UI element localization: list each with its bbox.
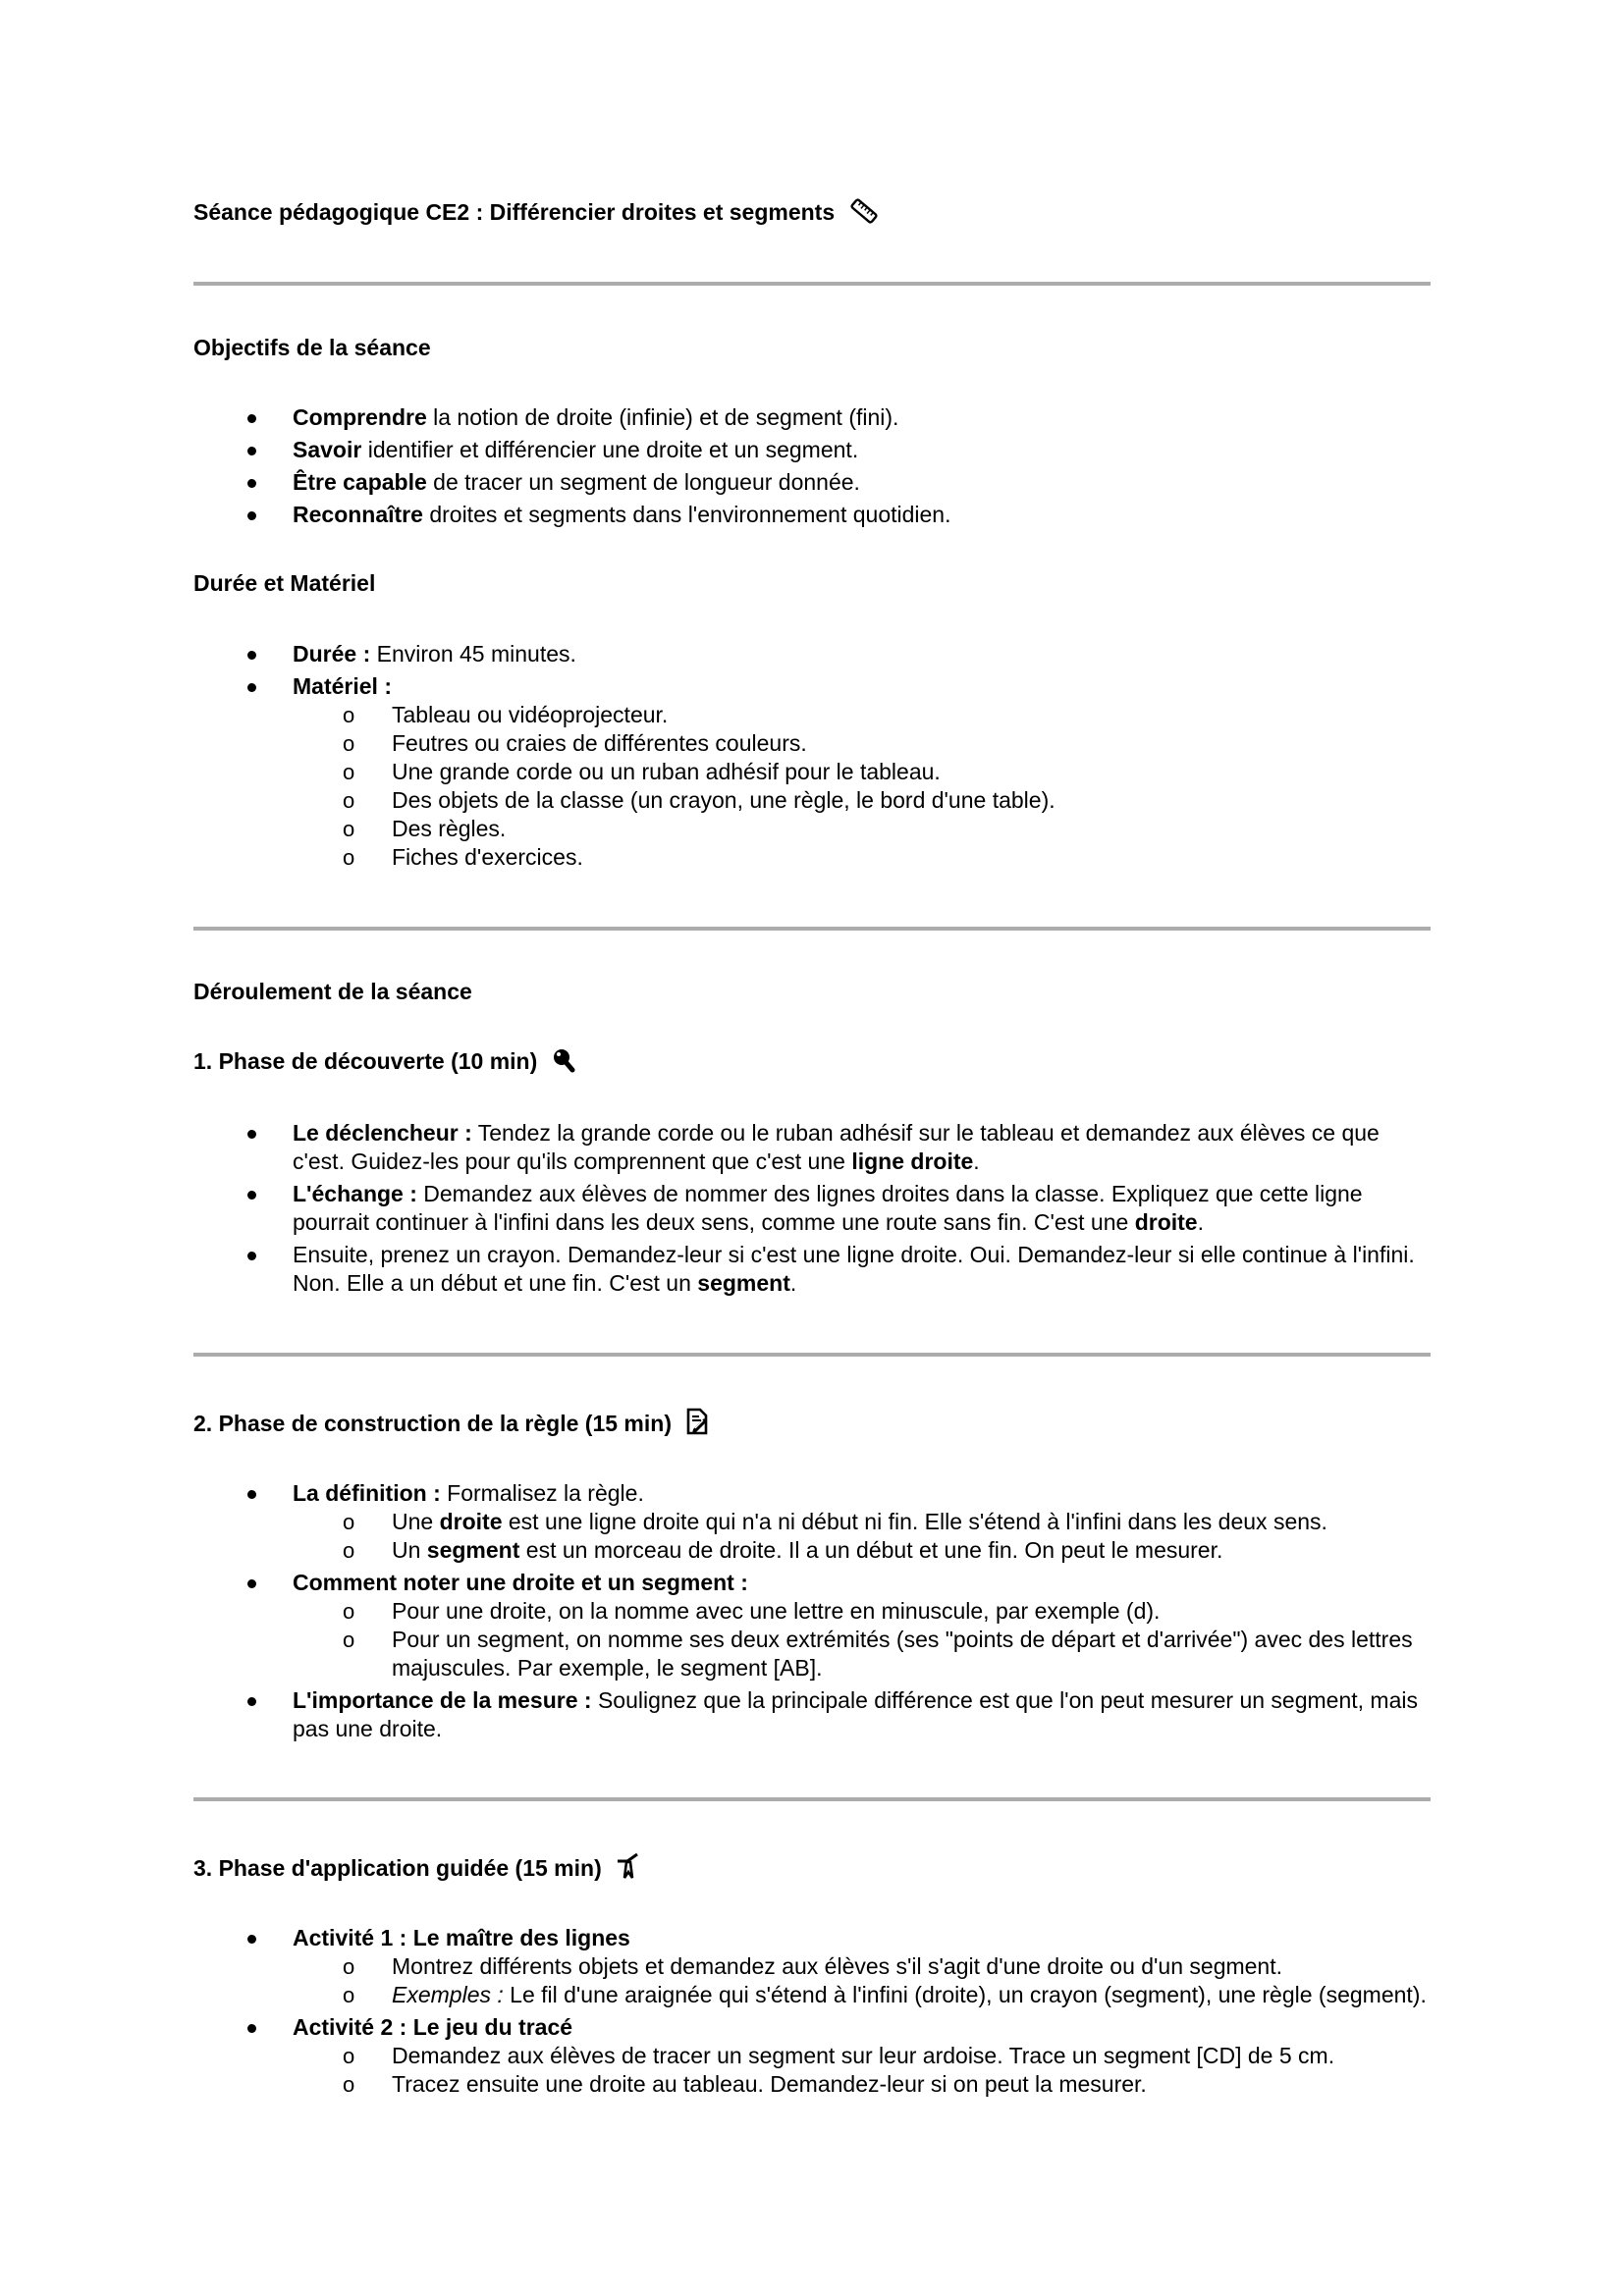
item-bold: Le déclencheur :: [293, 1120, 472, 1146]
sub-list-item: [193, 2042, 1433, 2070]
list-item: [193, 468, 1433, 497]
item-end: .: [1197, 1209, 1204, 1235]
sub-bullet-icon: o: [343, 788, 355, 813]
sub-list-item: [193, 843, 1433, 872]
item-text: Le fil d'une araignée qui s'étend à l'infini (droite), un crayon (segment), une règle (segment).: [503, 1982, 1427, 2007]
sub-list-item: [193, 758, 1433, 786]
item-text: Une: [392, 1509, 440, 1534]
bullet-icon: [247, 1935, 256, 1944]
sub-list-item: [193, 1536, 1433, 1565]
list-item: [193, 1119, 1433, 1176]
item-text: est une ligne droite qui n'a ni début ni fin. Elle s'étend à l'infini dans les deux sens.: [502, 1509, 1327, 1534]
item-text: Des règles.: [392, 816, 507, 841]
sub-list-item: [193, 701, 1433, 729]
sub-bullet-icon: o: [343, 703, 355, 727]
item-text: Demandez aux élèves de nommer des lignes droites dans la classe. Expliquez que cette ligne pourrait continuer à l'infini dans les deux sens, comme une route sans fin. C'est une: [293, 1181, 1363, 1235]
item-text: la notion de droite (infinie) et de segment (fini).: [426, 404, 899, 430]
sub-bullet-icon: o: [343, 817, 355, 841]
item-bold: Reconnaître: [293, 502, 423, 527]
phase3-heading-text: 3. Phase d'application guidée (15 min): [193, 1855, 602, 1881]
bullet-icon: [247, 1697, 256, 1706]
item-text: Ensuite, prenez un crayon. Demandez-leur si c'est une ligne droite. Oui. Demandez-leur si elle continue à l'infini. Non. Elle a un début et une fin. C'est un: [293, 1242, 1415, 1296]
page-title-text: Séance pédagogique CE2 : Différencier droites et segments: [193, 199, 836, 225]
item-bold: Être capable: [293, 469, 427, 495]
item-text: Fiches d'exercices.: [392, 844, 583, 870]
item-bold: Activité 2 : Le jeu du tracé: [293, 2014, 573, 2040]
bullet-icon: [247, 511, 256, 520]
list-item-activite2: [193, 2013, 1433, 2042]
sub-bullet-icon: o: [343, 845, 355, 870]
item-text: de tracer un segment de longueur donnée.: [426, 469, 860, 495]
item-text: droites et segments dans l'environnement quotidien.: [422, 502, 951, 527]
item-keyword: droite: [439, 1509, 503, 1534]
sub-list-item: [193, 815, 1433, 843]
item-keyword: ligne droite: [851, 1148, 974, 1174]
item-keyword: segment: [426, 1537, 520, 1563]
bullet-icon: [247, 1579, 256, 1588]
phase2-heading-text: 2. Phase de construction de la règle (15 min): [193, 1411, 672, 1436]
list-item-activite1: [193, 1924, 1433, 1952]
sub-list-item: [193, 1508, 1433, 1536]
list-item: [193, 436, 1433, 464]
item-text: Pour un segment, on nomme ses deux extrémités (ses "points de départ et d'arrivée") avec des lettres majuscules. Par exemple, le segment [AB].: [392, 1627, 1413, 1681]
item-bold: Comprendre: [293, 404, 427, 430]
sub-list-item: [193, 786, 1433, 815]
section-divider: [193, 927, 1431, 931]
phase2-heading: [193, 1408, 1433, 1441]
item-text: Soulignez que la principale différence est que l'on peut mesurer un segment, mais pas une droite.: [293, 1687, 1418, 1741]
sub-bullet-icon: o: [343, 1510, 355, 1534]
item-text: Demandez aux élèves de tracer un segment sur leur ardoise. Trace un segment [CD] de 5 cm.: [392, 2043, 1335, 2068]
item-bold: Durée :: [293, 641, 371, 667]
bullet-icon: [247, 447, 256, 455]
page-title: [193, 198, 1433, 230]
item-text: est un morceau de droite. Il a un début et une fin. On peut le mesurer.: [519, 1537, 1223, 1563]
item-text: Tableau ou vidéoprojecteur.: [392, 702, 669, 727]
item-bold: L'échange :: [293, 1181, 417, 1206]
sub-list-item: [193, 1626, 1433, 1682]
bullet-icon: [247, 1191, 256, 1200]
bullet-icon: [247, 1252, 256, 1260]
item-bold: La définition :: [293, 1480, 441, 1506]
list-item: [193, 1241, 1433, 1298]
objectifs-list: [193, 403, 1433, 533]
item-bold: Comment noter une droite et un segment :: [293, 1570, 748, 1595]
list-item: [193, 1180, 1433, 1237]
bullet-icon: [247, 1130, 256, 1139]
phase2-list: [193, 1479, 1433, 1747]
bullet-icon: [247, 2024, 256, 2033]
compass-icon: [616, 1852, 641, 1886]
item-bold: Savoir: [293, 437, 362, 462]
sub-list-item: [193, 1597, 1433, 1626]
item-text: Un: [392, 1537, 427, 1563]
item-text: Montrez différents objets et demandez aux élèves s'il s'agit d'une droite ou d'un segment.: [392, 1953, 1283, 1979]
sub-list-item: [193, 729, 1433, 758]
phase1-list: [193, 1119, 1433, 1302]
sub-bullet-icon: o: [343, 1538, 355, 1563]
sub-list-item: [193, 2070, 1433, 2099]
bullet-icon: [247, 651, 256, 660]
item-end: .: [789, 1270, 797, 1296]
item-text: Des objets de la classe (un crayon, une règle, le bord d'une table).: [392, 787, 1056, 813]
deroulement-heading: Déroulement de la séance: [193, 979, 472, 1004]
list-item-materiel: [193, 672, 1433, 701]
list-item-duree: [193, 640, 1433, 668]
list-item-mesure: [193, 1686, 1433, 1743]
section-divider: [193, 1797, 1431, 1801]
item-keyword: segment: [697, 1270, 790, 1296]
phase1-heading-text: 1. Phase de découverte (10 min): [193, 1048, 538, 1074]
bullet-icon: [247, 479, 256, 488]
sub-bullet-icon: o: [343, 1599, 355, 1624]
magnifier-icon: [552, 1047, 575, 1079]
item-text: Environ 45 minutes.: [370, 641, 576, 667]
phase3-heading: [193, 1852, 1433, 1886]
item-text: identifier et différencier une droite et un segment.: [361, 437, 859, 462]
item-text: Formalisez la règle.: [440, 1480, 644, 1506]
sub-bullet-icon: o: [343, 731, 355, 756]
memo-icon: [685, 1408, 709, 1441]
sub-bullet-icon: o: [343, 1628, 355, 1652]
sub-list-item: [193, 1952, 1433, 1981]
item-bold: Matériel :: [293, 673, 392, 699]
list-item-definition: [193, 1479, 1433, 1508]
section-divider: [193, 1353, 1431, 1357]
sub-bullet-icon: o: [343, 1983, 355, 2007]
item-text: Tracez ensuite une droite au tableau. Demandez-leur si on peut la mesurer.: [392, 2071, 1147, 2097]
objectifs-heading: Objectifs de la séance: [193, 335, 431, 360]
item-text: Tendez la grande corde ou le ruban adhésif sur le tableau et demandez aux élèves ce que c'est. Guidez-les pour qu'ils comprennent que c'est une: [293, 1120, 1380, 1174]
item-text: Pour une droite, on la nomme avec une lettre en minuscule, par exemple (d).: [392, 1598, 1161, 1624]
list-item-notation: [193, 1569, 1433, 1597]
sub-bullet-icon: o: [343, 760, 355, 784]
phase3-list: [193, 1924, 1433, 2099]
sub-bullet-icon: o: [343, 2072, 355, 2097]
item-bold: L'importance de la mesure :: [293, 1687, 592, 1713]
list-item: [193, 403, 1433, 432]
sub-list-item: [193, 1981, 1433, 2009]
section-divider: [193, 282, 1431, 286]
item-bold: Activité 1 : Le maître des lignes: [293, 1925, 630, 1950]
duree-materiel-heading: Durée et Matériel: [193, 570, 376, 596]
item-italic: Exemples :: [392, 1982, 504, 2007]
duree-materiel-list: [193, 640, 1433, 872]
ruler-icon: [849, 198, 879, 230]
sub-bullet-icon: o: [343, 1954, 355, 1979]
item-text: Feutres ou craies de différentes couleurs.: [392, 730, 807, 756]
sub-bullet-icon: o: [343, 2044, 355, 2068]
item-end: .: [973, 1148, 980, 1174]
phase1-heading: [193, 1047, 1433, 1079]
bullet-icon: [247, 1490, 256, 1499]
bullet-icon: [247, 683, 256, 692]
bullet-icon: [247, 414, 256, 423]
item-keyword: droite: [1134, 1209, 1198, 1235]
item-text: Une grande corde ou un ruban adhésif pour le tableau.: [392, 759, 941, 784]
list-item: [193, 501, 1433, 529]
